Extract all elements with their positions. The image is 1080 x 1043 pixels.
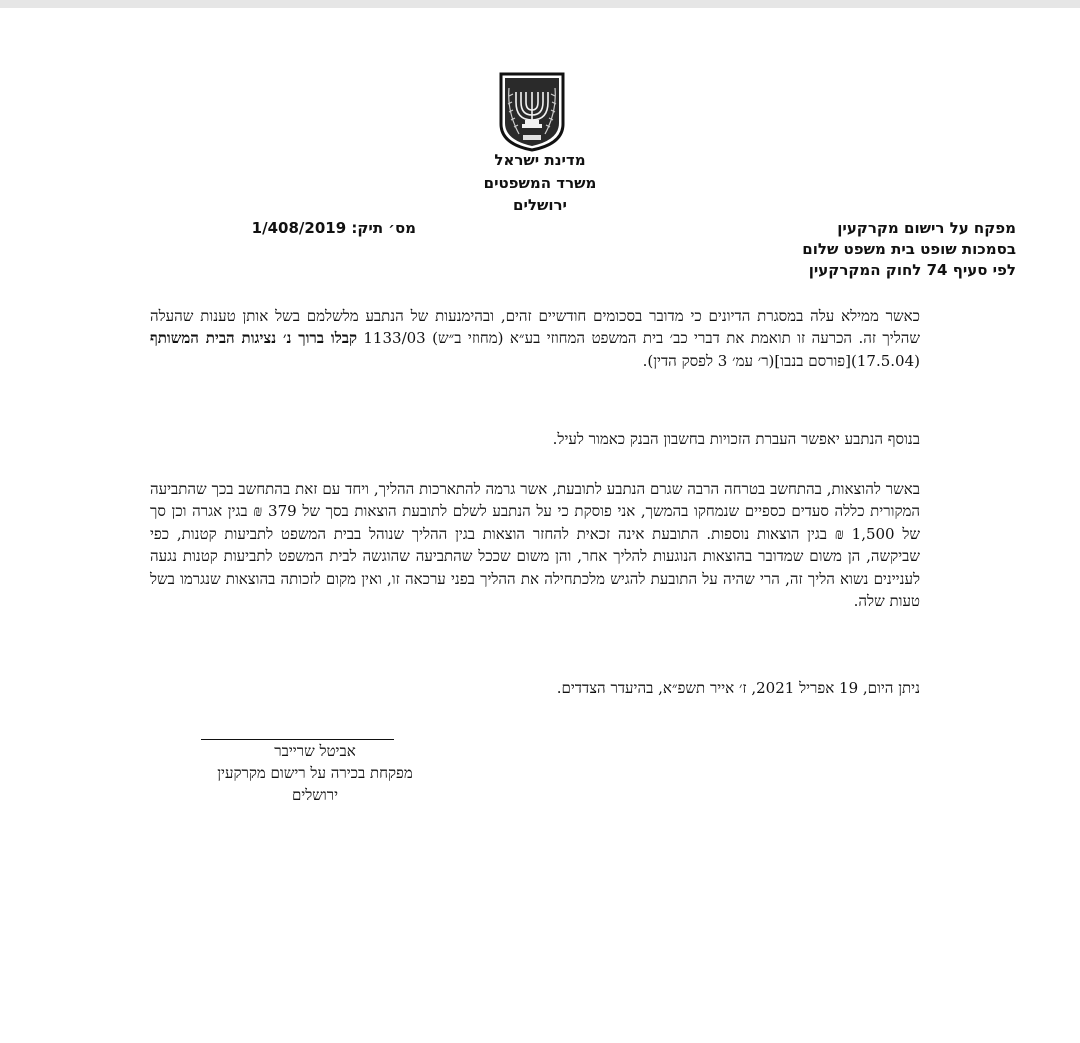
city-name: ירושלים	[513, 196, 567, 214]
registrar-line-2: בסמכות שופט בית משפט שלום	[802, 240, 1016, 258]
file-number-block	[226, 218, 416, 239]
registrar-line-3: לפי סעיף 74 לחוק המקרקעין	[808, 261, 1016, 279]
ministry-name: משרד המשפטים	[483, 174, 597, 192]
signer-title: מפקחת בכירה על רישום מקרקעין	[217, 764, 413, 782]
state-name: מדינת ישראל	[494, 151, 586, 169]
paragraph-1	[150, 305, 920, 372]
paragraph-4: ניתן היום, 19 אפריל 2021, ז׳ אייר תשפ״א, בהיעדר הצדדים.	[556, 679, 920, 697]
signer-city: ירושלים	[291, 786, 339, 804]
top-strip	[0, 0, 1080, 8]
menorah-emblem-icon	[499, 72, 565, 152]
paragraph-1-text-a: כאשר ממילא עלה במסגרת הדיונים כי מדובר בסכומים חודשיים זהים, ובהימנעות של הנתבע מלשלמם בשל אותן טענות שהעלה שהליך זה. הכרעה זו תואמת את דברי כב׳ בית המשפט המחוזי בע״א (מחוזי ב״ש) 1133/03	[150, 307, 920, 348]
signer-name: אביטל שרייבר	[274, 742, 356, 760]
case-name: קבלו ברוך נ׳ נציגות הבית המשותף	[150, 329, 357, 348]
paragraph-2: בנוסף הנתבע יאפשר העברת הזכויות בחשבון הבנק כאמור לעיל.	[552, 430, 920, 448]
registrar-line-1: מפקח על רישום מקרקעין	[837, 219, 1016, 237]
paragraph-3: באשר להוצאות, בהתחשב בטרחה הרבה שגרם הנתבע לתובעת, אשר גרמה להתארכות ההליך, ויחד עם זאת בהתחשב בכך שהתביעה המקורית כללה סעדים כספיים שנמחקו בהמשך, אני פוסקת כי על הנתבע לשלם לתובעת הוצאות בסך של 379 ₪ בגין אגרה וכן סך של 1,500 ₪ בגין הוצאות נוספות. התובעת אינה זכאית להחזר הוצאות בגין ההליך שנוהל בבית המשפט לתביעות קטנות, כפי שביקשה, הן משום שמדובר בהוצאות הנוגעות להליך אחר, והן משום שככל שהתביעה שהוגשה לבית המשפט לתביעות קטנות נגעה לעניינים נשוא הליך זה, הרי שהיה על התובעת להגיש מלכתחילה את ההליך בפני ערכאה זו, ואין מקום לזכותה בהוצאות שנגרמו בשל טעות שלה.	[150, 480, 920, 611]
file-label: מס׳ תיק:	[351, 219, 416, 237]
file-number: 1/408/2019	[251, 219, 347, 237]
registrar-block	[696, 218, 1016, 281]
paragraph-1-text-b: (17.5.04)[פורסם בנבו](ר׳ עמ׳ 3 לפסק הדין).	[642, 351, 920, 370]
